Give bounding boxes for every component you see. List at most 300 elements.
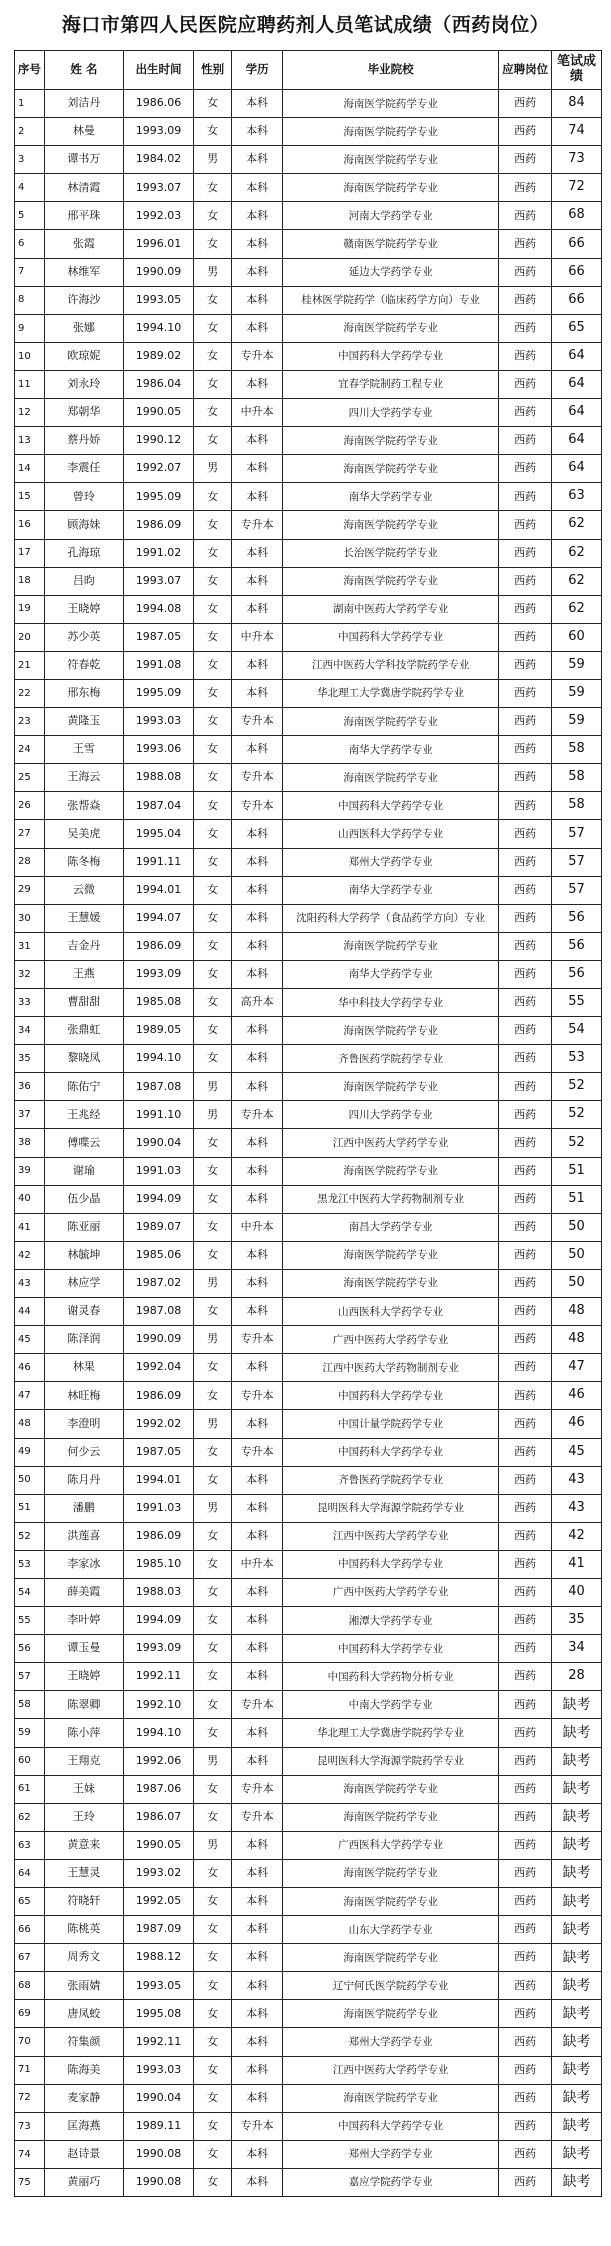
cell-score: 34	[552, 1635, 602, 1663]
cell-gender: 女	[194, 2056, 232, 2084]
cell-education: 本科	[232, 1298, 283, 1326]
cell-gender: 女	[194, 1859, 232, 1887]
cell-gender: 女	[194, 960, 232, 988]
cell-rank: 38	[15, 1129, 45, 1157]
cell-score: 59	[552, 708, 602, 736]
cell-gender: 男	[194, 1326, 232, 1354]
cell-score: 40	[552, 1578, 602, 1606]
cell-name: 吉金丹	[44, 932, 123, 960]
cell-school: 中国药科大学药学专业	[283, 792, 499, 820]
cell-rank: 49	[15, 1438, 45, 1466]
cell-gender: 女	[194, 708, 232, 736]
cell-education: 本科	[232, 904, 283, 932]
cell-position: 西药	[499, 1607, 552, 1635]
cell-education: 中升本	[232, 1550, 283, 1578]
cell-score: 57	[552, 820, 602, 848]
cell-birth: 1986.09	[124, 511, 194, 539]
table-row	[15, 567, 602, 595]
cell-rank: 72	[15, 2084, 45, 2112]
cell-position: 西药	[499, 989, 552, 1017]
cell-school: 郑州大学药学专业	[283, 848, 499, 876]
cell-rank: 64	[15, 1859, 45, 1887]
table-row	[15, 314, 602, 342]
cell-rank: 25	[15, 764, 45, 792]
cell-name: 陈海美	[44, 2056, 123, 2084]
cell-position: 西药	[499, 1382, 552, 1410]
cell-gender: 女	[194, 427, 232, 455]
cell-gender: 女	[194, 539, 232, 567]
cell-score: 64	[552, 399, 602, 427]
cell-gender: 女	[194, 1691, 232, 1719]
cell-school: 中国药科大学药学专业	[283, 1635, 499, 1663]
cell-birth: 1994.08	[124, 595, 194, 623]
cell-gender: 男	[194, 146, 232, 174]
cell-score: 缺考	[552, 2000, 602, 2028]
cell-rank: 65	[15, 1888, 45, 1916]
table-row	[15, 1635, 602, 1663]
cell-name: 林果	[44, 1354, 123, 1382]
cell-school: 郑州大学药学专业	[283, 2028, 499, 2056]
cell-name: 林曼	[44, 118, 123, 146]
cell-school: 海南医学院药学专业	[283, 1269, 499, 1297]
cell-gender: 男	[194, 1101, 232, 1129]
cell-rank: 6	[15, 230, 45, 258]
cell-birth: 1985.06	[124, 1241, 194, 1269]
cell-name: 王海云	[44, 764, 123, 792]
cell-name: 欧琼妮	[44, 342, 123, 370]
cell-birth: 1991.11	[124, 848, 194, 876]
cell-gender: 女	[194, 399, 232, 427]
cell-gender: 女	[194, 1045, 232, 1073]
cell-school: 山西医科大学药学专业	[283, 820, 499, 848]
cell-rank: 32	[15, 960, 45, 988]
cell-birth: 1986.09	[124, 932, 194, 960]
cell-name: 蔡丹娇	[44, 427, 123, 455]
cell-education: 本科	[232, 1522, 283, 1550]
cell-position: 西药	[499, 708, 552, 736]
cell-education: 本科	[232, 1635, 283, 1663]
cell-name: 刘洁丹	[44, 90, 123, 118]
table-row	[15, 1269, 602, 1297]
cell-birth: 1986.09	[124, 1522, 194, 1550]
cell-gender: 女	[194, 2000, 232, 2028]
cell-score: 51	[552, 1157, 602, 1185]
cell-rank: 59	[15, 1719, 45, 1747]
cell-score: 42	[552, 1522, 602, 1550]
col-header-birth: 出生时间	[124, 51, 194, 90]
cell-rank: 39	[15, 1157, 45, 1185]
cell-name: 王晓婷	[44, 1663, 123, 1691]
cell-score: 66	[552, 286, 602, 314]
cell-score: 45	[552, 1438, 602, 1466]
cell-school: 宜春学院制药工程专业	[283, 370, 499, 398]
cell-school: 海南医学院药学专业	[283, 314, 499, 342]
cell-birth: 1992.10	[124, 1691, 194, 1719]
cell-education: 专升本	[232, 1775, 283, 1803]
cell-education: 本科	[232, 483, 283, 511]
cell-name: 邢东梅	[44, 679, 123, 707]
cell-school: 嘉应学院药学专业	[283, 2168, 499, 2196]
cell-birth: 1991.08	[124, 651, 194, 679]
cell-name: 曾玲	[44, 483, 123, 511]
cell-birth: 1987.05	[124, 1438, 194, 1466]
cell-gender: 女	[194, 90, 232, 118]
cell-education: 本科	[232, 1185, 283, 1213]
cell-gender: 男	[194, 1410, 232, 1438]
table-row	[15, 623, 602, 651]
cell-school: 赣南医学院药学专业	[283, 230, 499, 258]
table-row	[15, 1410, 602, 1438]
cell-birth: 1988.03	[124, 1578, 194, 1606]
table-row	[15, 1578, 602, 1606]
cell-birth: 1984.02	[124, 146, 194, 174]
cell-position: 西药	[499, 960, 552, 988]
cell-position: 西药	[499, 1663, 552, 1691]
cell-gender: 女	[194, 932, 232, 960]
table-row	[15, 2084, 602, 2112]
cell-gender: 女	[194, 2084, 232, 2112]
cell-birth: 1993.09	[124, 960, 194, 988]
cell-school: 中国药科大学药学专业	[283, 2112, 499, 2140]
cell-birth: 1992.11	[124, 2028, 194, 2056]
cell-name: 王玲	[44, 1803, 123, 1831]
cell-education: 本科	[232, 258, 283, 286]
cell-school: 海南医学院药学专业	[283, 708, 499, 736]
cell-birth: 1990.05	[124, 1831, 194, 1859]
cell-gender: 女	[194, 2168, 232, 2196]
cell-score: 56	[552, 960, 602, 988]
cell-education: 本科	[232, 736, 283, 764]
cell-position: 西药	[499, 1859, 552, 1887]
cell-school: 海南医学院药学专业	[283, 1241, 499, 1269]
cell-school: 海南医学院药学专业	[283, 146, 499, 174]
cell-education: 本科	[232, 1663, 283, 1691]
cell-name: 林旺梅	[44, 1382, 123, 1410]
cell-education: 本科	[232, 1831, 283, 1859]
table-row	[15, 1241, 602, 1269]
cell-name: 陈小萍	[44, 1719, 123, 1747]
table-row	[15, 679, 602, 707]
table-row	[15, 1888, 602, 1916]
cell-name: 符晓轩	[44, 1888, 123, 1916]
cell-school: 海南医学院药学专业	[283, 764, 499, 792]
cell-rank: 58	[15, 1691, 45, 1719]
cell-gender: 女	[194, 1888, 232, 1916]
cell-name: 吴美虎	[44, 820, 123, 848]
cell-rank: 14	[15, 455, 45, 483]
cell-education: 本科	[232, 539, 283, 567]
cell-gender: 女	[194, 2028, 232, 2056]
cell-name: 陈冬梅	[44, 848, 123, 876]
cell-position: 西药	[499, 427, 552, 455]
cell-gender: 女	[194, 1382, 232, 1410]
cell-score: 84	[552, 90, 602, 118]
table-row	[15, 2168, 602, 2196]
table-row	[15, 1607, 602, 1635]
cell-gender: 男	[194, 1269, 232, 1297]
table-row	[15, 1522, 602, 1550]
table-row	[15, 1719, 602, 1747]
cell-gender: 女	[194, 567, 232, 595]
cell-education: 本科	[232, 455, 283, 483]
cell-birth: 1987.02	[124, 1269, 194, 1297]
cell-school: 南华大学药学专业	[283, 876, 499, 904]
cell-score: 缺考	[552, 1944, 602, 1972]
cell-rank: 33	[15, 989, 45, 1017]
cell-birth: 1992.11	[124, 1663, 194, 1691]
cell-score: 56	[552, 932, 602, 960]
cell-position: 西药	[499, 1719, 552, 1747]
cell-education: 本科	[232, 1045, 283, 1073]
cell-education: 本科	[232, 1944, 283, 1972]
header-row	[15, 51, 602, 90]
cell-score: 47	[552, 1354, 602, 1382]
cell-birth: 1994.10	[124, 314, 194, 342]
cell-score: 59	[552, 679, 602, 707]
cell-education: 本科	[232, 2056, 283, 2084]
cell-education: 本科	[232, 1607, 283, 1635]
cell-position: 西药	[499, 1550, 552, 1578]
cell-score: 55	[552, 989, 602, 1017]
cell-position: 西药	[499, 848, 552, 876]
cell-name: 陈泽润	[44, 1326, 123, 1354]
cell-education: 中升本	[232, 399, 283, 427]
cell-position: 西药	[499, 1888, 552, 1916]
cell-name: 洪莲喜	[44, 1522, 123, 1550]
cell-education: 本科	[232, 1073, 283, 1101]
table-row	[15, 736, 602, 764]
cell-rank: 75	[15, 2168, 45, 2196]
cell-education: 本科	[232, 2084, 283, 2112]
cell-rank: 54	[15, 1578, 45, 1606]
cell-education: 专升本	[232, 342, 283, 370]
cell-education: 专升本	[232, 2112, 283, 2140]
cell-score: 缺考	[552, 1859, 602, 1887]
cell-birth: 1990.05	[124, 399, 194, 427]
cell-birth: 1987.06	[124, 1775, 194, 1803]
cell-name: 孔海琼	[44, 539, 123, 567]
cell-school: 中国计量学院药学专业	[283, 1410, 499, 1438]
cell-name: 邢平珠	[44, 202, 123, 230]
cell-education: 本科	[232, 230, 283, 258]
cell-name: 云微	[44, 876, 123, 904]
cell-birth: 1994.01	[124, 1466, 194, 1494]
table-row	[15, 2140, 602, 2168]
cell-name: 曹甜甜	[44, 989, 123, 1017]
cell-birth: 1986.09	[124, 1382, 194, 1410]
cell-gender: 女	[194, 623, 232, 651]
cell-school: 沈阳药科大学药学（食品药学方向）专业	[283, 904, 499, 932]
cell-birth: 1993.05	[124, 1972, 194, 2000]
cell-name: 李震任	[44, 455, 123, 483]
cell-gender: 女	[194, 286, 232, 314]
cell-school: 华北理工大学冀唐学院药学专业	[283, 1719, 499, 1747]
cell-gender: 女	[194, 1550, 232, 1578]
cell-rank: 4	[15, 174, 45, 202]
cell-education: 本科	[232, 2000, 283, 2028]
cell-education: 本科	[232, 679, 283, 707]
cell-gender: 女	[194, 1438, 232, 1466]
table-row	[15, 2112, 602, 2140]
cell-score: 缺考	[552, 1719, 602, 1747]
cell-rank: 41	[15, 1213, 45, 1241]
cell-score: 46	[552, 1382, 602, 1410]
cell-name: 陈月丹	[44, 1466, 123, 1494]
cell-education: 专升本	[232, 511, 283, 539]
cell-position: 西药	[499, 202, 552, 230]
col-header-position: 应聘岗位	[499, 51, 552, 90]
cell-score: 64	[552, 370, 602, 398]
cell-name: 潘鹏	[44, 1494, 123, 1522]
cell-position: 西药	[499, 764, 552, 792]
cell-score: 35	[552, 1607, 602, 1635]
table-row	[15, 848, 602, 876]
cell-score: 缺考	[552, 1803, 602, 1831]
cell-school: 中国药科大学药学专业	[283, 623, 499, 651]
cell-birth: 1990.04	[124, 1129, 194, 1157]
cell-education: 本科	[232, 651, 283, 679]
cell-gender: 女	[194, 1241, 232, 1269]
cell-gender: 女	[194, 736, 232, 764]
cell-birth: 1994.10	[124, 1045, 194, 1073]
cell-education: 本科	[232, 118, 283, 146]
cell-rank: 26	[15, 792, 45, 820]
cell-education: 专升本	[232, 1438, 283, 1466]
cell-score: 57	[552, 876, 602, 904]
cell-gender: 男	[194, 1494, 232, 1522]
cell-education: 本科	[232, 1017, 283, 1045]
cell-rank: 47	[15, 1382, 45, 1410]
page-title: 海口市第四人民医院应聘药剂人员笔试成绩（西药岗位）	[61, 14, 550, 36]
cell-gender: 男	[194, 455, 232, 483]
cell-position: 西药	[499, 1803, 552, 1831]
cell-rank: 27	[15, 820, 45, 848]
cell-position: 西药	[499, 595, 552, 623]
cell-birth: 1990.09	[124, 1326, 194, 1354]
table-row	[15, 764, 602, 792]
cell-education: 本科	[232, 1916, 283, 1944]
cell-name: 郑朝华	[44, 399, 123, 427]
cell-birth: 1991.02	[124, 539, 194, 567]
cell-education: 本科	[232, 202, 283, 230]
cell-name: 匡海燕	[44, 2112, 123, 2140]
cell-school: 南华大学药学专业	[283, 960, 499, 988]
cell-school: 中国药科大学药学专业	[283, 1382, 499, 1410]
cell-name: 谭玉曼	[44, 1635, 123, 1663]
cell-position: 西药	[499, 1269, 552, 1297]
cell-school: 昆明医科大学海源学院药学专业	[283, 1747, 499, 1775]
table-row	[15, 1944, 602, 1972]
table-row	[15, 1045, 602, 1073]
cell-score: 缺考	[552, 1747, 602, 1775]
table-row	[15, 932, 602, 960]
cell-rank: 12	[15, 399, 45, 427]
cell-score: 64	[552, 427, 602, 455]
table-row	[15, 1382, 602, 1410]
cell-school: 南华大学药学专业	[283, 736, 499, 764]
cell-education: 本科	[232, 370, 283, 398]
cell-position: 西药	[499, 1972, 552, 2000]
cell-school: 南华大学药学专业	[283, 483, 499, 511]
col-header-score: 笔试成绩	[552, 51, 602, 90]
cell-position: 西药	[499, 230, 552, 258]
table-row	[15, 1466, 602, 1494]
col-header-rank: 序号	[15, 51, 45, 90]
cell-school: 昆明医科大学海源学院药学专业	[283, 1494, 499, 1522]
cell-school: 广西中医药大学药学专业	[283, 1326, 499, 1354]
cell-score: 58	[552, 792, 602, 820]
cell-position: 西药	[499, 1129, 552, 1157]
cell-school: 江西中医药大学药学专业	[283, 1129, 499, 1157]
cell-score: 48	[552, 1298, 602, 1326]
cell-name: 苏少英	[44, 623, 123, 651]
cell-position: 西药	[499, 792, 552, 820]
cell-score: 54	[552, 1017, 602, 1045]
cell-rank: 36	[15, 1073, 45, 1101]
table-row	[15, 174, 602, 202]
cell-school: 郑州大学药学专业	[283, 2140, 499, 2168]
cell-gender: 女	[194, 314, 232, 342]
cell-rank: 17	[15, 539, 45, 567]
cell-name: 谭书万	[44, 146, 123, 174]
cell-birth: 1995.04	[124, 820, 194, 848]
cell-birth: 1987.04	[124, 792, 194, 820]
cell-position: 西药	[499, 1494, 552, 1522]
cell-education: 专升本	[232, 1382, 283, 1410]
cell-school: 四川大学药学专业	[283, 399, 499, 427]
cell-education: 本科	[232, 1129, 283, 1157]
cell-position: 西药	[499, 2112, 552, 2140]
cell-school: 中国药科大学药学专业	[283, 342, 499, 370]
cell-rank: 57	[15, 1663, 45, 1691]
cell-rank: 8	[15, 286, 45, 314]
cell-school: 辽宁何氏医学院药学专业	[283, 1972, 499, 2000]
cell-birth: 1993.03	[124, 708, 194, 736]
cell-name: 陈佑宁	[44, 1073, 123, 1101]
cell-school: 海南医学院药学专业	[283, 1775, 499, 1803]
cell-position: 西药	[499, 1326, 552, 1354]
cell-position: 西药	[499, 1466, 552, 1494]
cell-position: 西药	[499, 1831, 552, 1859]
cell-gender: 女	[194, 1129, 232, 1157]
cell-gender: 女	[194, 1916, 232, 1944]
cell-name: 王兆经	[44, 1101, 123, 1129]
cell-rank: 37	[15, 1101, 45, 1129]
table-row	[15, 427, 602, 455]
table-body	[15, 90, 602, 2197]
cell-rank: 34	[15, 1017, 45, 1045]
score-table	[14, 50, 602, 2197]
table-row	[15, 1494, 602, 1522]
cell-education: 本科	[232, 1972, 283, 2000]
cell-position: 西药	[499, 2168, 552, 2196]
cell-school: 江西中医药大学药学专业	[283, 2056, 499, 2084]
cell-gender: 女	[194, 1803, 232, 1831]
cell-birth: 1988.08	[124, 764, 194, 792]
cell-name: 黎晓凤	[44, 1045, 123, 1073]
table-row	[15, 118, 602, 146]
cell-position: 西药	[499, 1073, 552, 1101]
table-row	[15, 1326, 602, 1354]
cell-education: 专升本	[232, 1803, 283, 1831]
cell-school: 黑龙江中医药大学药物制剂专业	[283, 1185, 499, 1213]
cell-name: 薛美霞	[44, 1578, 123, 1606]
table-row	[15, 2056, 602, 2084]
cell-gender: 女	[194, 1466, 232, 1494]
cell-rank: 48	[15, 1410, 45, 1438]
cell-score: 缺考	[552, 1775, 602, 1803]
cell-name: 李叶婷	[44, 1607, 123, 1635]
